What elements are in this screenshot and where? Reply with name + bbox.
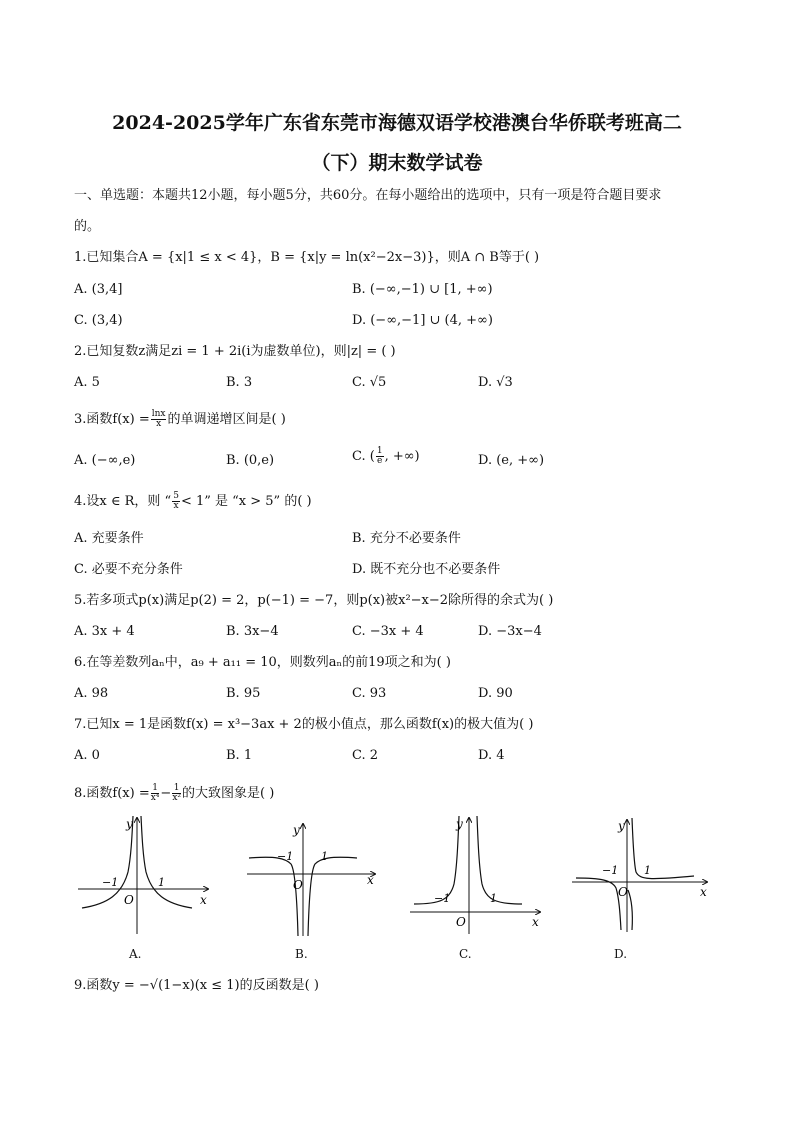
neg1-label: −1	[277, 850, 294, 863]
question-4-stem-pre: 4.设x ∈ R，则 “	[74, 494, 172, 509]
curve-right	[632, 818, 694, 879]
question-3-option-c-post: , +∞)	[384, 449, 420, 464]
question-3-option-c-num: 1	[376, 446, 383, 456]
graph-b-caption: B.	[295, 947, 308, 961]
question-4-fraction-num: 5	[173, 491, 179, 501]
graph-a-caption: A.	[129, 947, 142, 961]
question-2-option-a: A. 5	[74, 375, 100, 390]
exam-title-line2: （下）期末数学试卷	[311, 152, 483, 174]
question-4-stem	[74, 492, 312, 511]
question-8-stem-pre: 8.函数f(x) =	[74, 786, 150, 801]
origin-label: O	[618, 885, 628, 899]
neg1-label: −1	[434, 892, 451, 905]
question-7-option-d: D. 4	[478, 748, 505, 763]
x-label: x	[700, 885, 707, 899]
question-3-option-c-fraction	[376, 447, 384, 466]
question-8-fraction-1-den: x⁴	[150, 793, 160, 803]
pos1-label: 1	[644, 864, 651, 877]
question-1-option-b: B. (−∞,−1) ∪ [1, +∞)	[352, 282, 493, 297]
question-3-fraction-den: x	[156, 419, 162, 429]
question-5-option-a: A. 3x + 4	[74, 624, 135, 639]
question-8-stem	[74, 784, 274, 803]
question-3-stem-post: 的单调递增区间是( )	[167, 412, 286, 427]
question-8-fraction-1	[151, 784, 160, 803]
neg1-label: −1	[602, 864, 619, 877]
question-7-option-c: C. 2	[352, 748, 379, 763]
question-4-fraction-den: x	[173, 501, 179, 511]
curve-right-lower	[628, 890, 632, 930]
question-5-option-b: B. 3x−4	[226, 624, 279, 639]
origin-label: O	[456, 915, 466, 929]
question-5-stem: 5.若多项式p(x)满足p(2) = 2，p(−1) = −7，则p(x)被x²−x−2除所得的余式为( )	[74, 593, 554, 608]
question-8-fraction-2	[172, 784, 181, 803]
pos1-label: 1	[490, 892, 497, 905]
question-2-option-b: B. 3	[226, 375, 253, 390]
question-3-stem	[74, 410, 286, 429]
curve-left	[576, 878, 621, 930]
question-4-option-c: C. 必要不充分条件	[74, 562, 183, 577]
section-instruction-line1: 一、单选题：本题共12小题，每小题5分，共60分。在每小题给出的选项中，只有一项是符合题目要求	[74, 188, 662, 203]
question-8-fraction-2-num: 1	[173, 783, 180, 793]
question-4-fraction	[172, 492, 180, 511]
curve-right	[141, 816, 192, 908]
question-6-option-b: B. 95	[226, 686, 261, 701]
question-3-option-a: A. (−∞,e)	[74, 453, 136, 468]
x-label: x	[200, 893, 207, 907]
question-3-option-b: B. (0,e)	[226, 453, 275, 468]
question-1-stem: 1.已知集合A = {x|1 ≤ x < 4}，B = {x|y = ln(x²−2x−3)}，则A ∩ B等于( )	[74, 250, 540, 265]
question-3-option-c	[352, 447, 420, 466]
question-2-option-c: C. √5	[352, 375, 387, 390]
question-8-stem-post: 的大致图象是( )	[182, 786, 275, 801]
graph-b	[245, 818, 380, 943]
question-1-option-d: D. (−∞,−1] ∪ (4, +∞)	[352, 313, 493, 328]
question-8-fraction-2-den: x²	[172, 793, 181, 803]
question-4-option-d: D. 既不充分也不必要条件	[352, 562, 501, 577]
question-8-minus: −	[160, 786, 172, 801]
question-4-option-b: B. 充分不必要条件	[352, 531, 461, 546]
y-label: y	[618, 819, 625, 833]
x-label: x	[532, 915, 539, 929]
question-3-option-c-den: e	[377, 456, 383, 466]
question-6-option-a: A. 98	[74, 686, 109, 701]
y-label: y	[126, 817, 133, 831]
pos1-label: 1	[158, 876, 165, 889]
question-6-stem: 6.在等差数列aₙ中，a₉ + a₁₁ = 10，则数列aₙ的前19项之和为( )	[74, 655, 451, 670]
question-3-option-d: D. (e, +∞)	[478, 453, 545, 468]
question-5-option-d: D. −3x−4	[478, 624, 542, 639]
origin-label: O	[293, 878, 303, 892]
question-7-stem: 7.已知x = 1是函数f(x) = x³−3ax + 2的极小值点，那么函数f(x)的极大值为( )	[74, 717, 534, 732]
question-6-option-c: C. 93	[352, 686, 387, 701]
curve-left	[414, 816, 459, 904]
y-label: y	[456, 817, 463, 831]
question-3-stem-pre: 3.函数f(x) =	[74, 412, 150, 427]
graph-c-caption: C.	[459, 947, 472, 961]
neg1-label: −1	[102, 876, 119, 889]
question-8-fraction-1-num: 1	[152, 783, 158, 793]
curve-left	[249, 857, 298, 936]
curve-right	[477, 816, 522, 904]
question-5-option-c: C. −3x + 4	[352, 624, 424, 639]
graph-c	[410, 812, 545, 937]
question-2-option-d: D. √3	[478, 375, 513, 390]
exam-title-line1: 2024-2025学年广东省东莞市海德双语学校港澳台华侨联考班高二	[112, 112, 682, 134]
graph-d	[572, 814, 712, 939]
curve-right	[308, 857, 357, 936]
origin-label: O	[124, 893, 134, 907]
question-1-option-c: C. (3,4)	[74, 313, 123, 328]
pos1-label: 1	[321, 850, 328, 863]
section-instruction-line2: 的。	[74, 219, 101, 234]
y-label: y	[293, 823, 300, 837]
graph-d-caption: D.	[614, 947, 628, 961]
question-4-option-a: A. 充要条件	[74, 531, 144, 546]
question-7-option-b: B. 1	[226, 748, 253, 763]
question-2-stem: 2.已知复数z满足zi = 1 + 2i(i为虚数单位)，则|z| = ( )	[74, 344, 396, 359]
question-6-option-d: D. 90	[478, 686, 513, 701]
question-3-option-c-pre: C. (	[352, 449, 375, 464]
x-label: x	[367, 873, 374, 887]
graph-a	[78, 812, 213, 937]
question-1-option-a: A. (3,4]	[74, 282, 123, 297]
question-3-fraction-num: lnx	[151, 409, 166, 419]
question-7-option-a: A. 0	[74, 748, 100, 763]
question-3-fraction	[151, 410, 167, 429]
question-4-stem-post: < 1” 是 “x > 5” 的( )	[180, 494, 312, 509]
question-9-stem: 9.函数y = −√(1−x)(x ≤ 1)的反函数是( )	[74, 978, 319, 993]
